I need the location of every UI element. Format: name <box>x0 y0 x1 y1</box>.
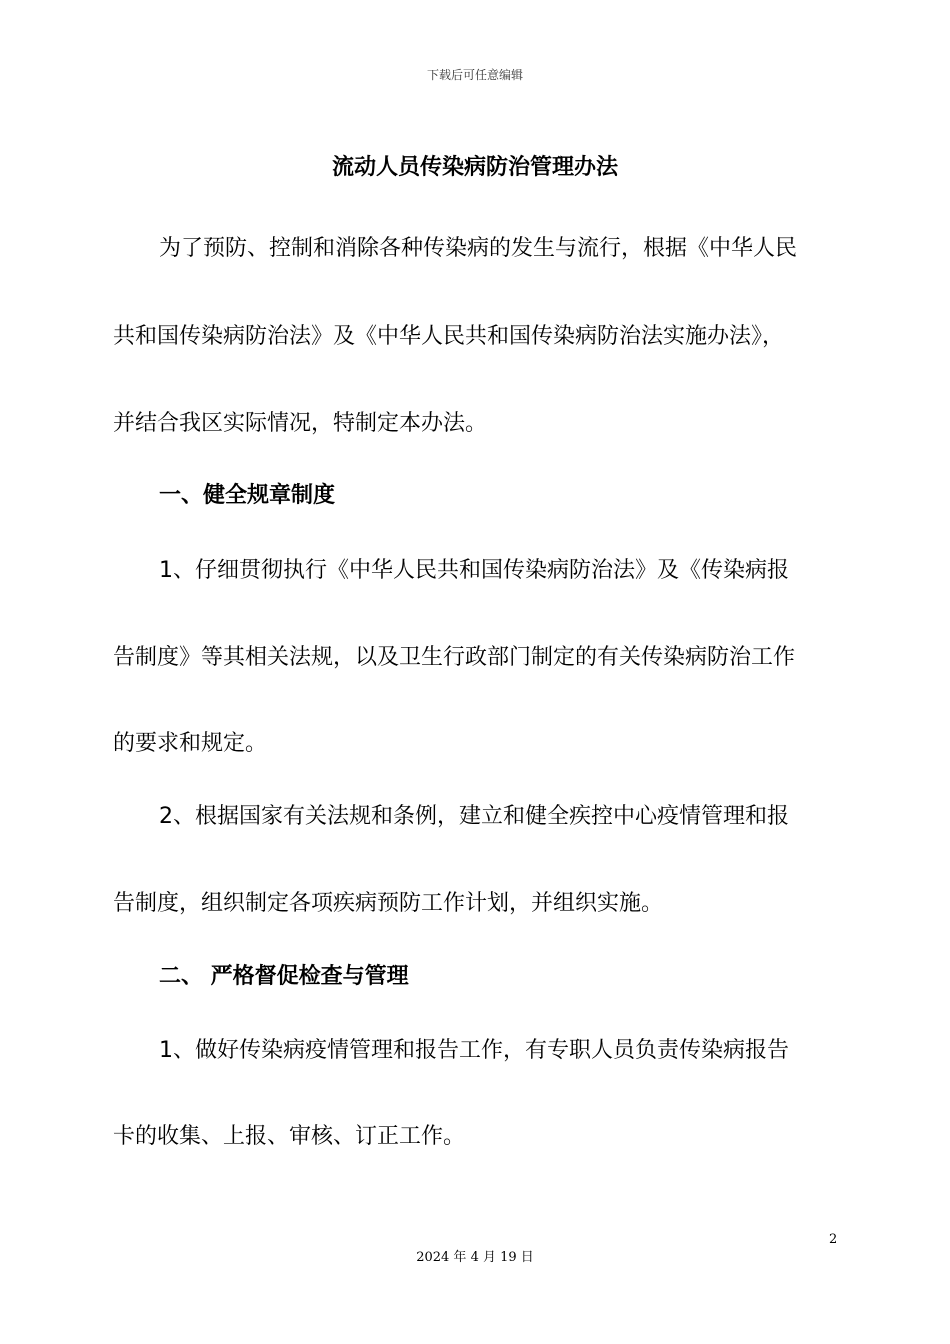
intro-line-2: 共和国传染病防治法》及《中华人民共和国传染病防治法实施办法》， <box>113 324 785 349</box>
section-1-item-2-line-1: 2、根据国家有关法规和条例，建立和健全疾控中心疫情管理和报 <box>159 804 789 829</box>
section-1-item-1-line-3: 的要求和规定。 <box>113 731 268 756</box>
section-1-heading: 一、健全规章制度 <box>159 483 336 508</box>
section-2-item-1-line-2: 卡的收集、上报、审核、订正工作。 <box>113 1124 466 1149</box>
header-note: 下载后可任意编辑 <box>426 68 523 82</box>
intro-line-3: 并结合我区实际情况，特制定本办法。 <box>113 411 488 436</box>
document-title: 流动人员传染病防治管理办法 <box>331 155 618 180</box>
footer-date: 2024 年 4 月 19 日 <box>416 1250 534 1265</box>
section-1-item-2-line-2: 告制度，组织制定各项疾病预防工作计划，并组织实施。 <box>113 891 664 916</box>
section-2-heading: 二、 严格督促检查与管理 <box>159 964 409 989</box>
page-number: 2 <box>829 1232 838 1247</box>
section-1-item-1-line-2: 告制度》等其相关法规，以及卫生行政部门制定的有关传染病防治工作 <box>113 645 796 670</box>
section-2-item-1-line-1: 1、做好传染病疫情管理和报告工作，有专职人员负责传染病报告 <box>159 1038 789 1063</box>
intro-line-1: 为了预防、控制和消除各种传染病的发生与流行，根据《中华人民 <box>159 236 798 261</box>
section-1-item-1-line-1: 1、仔细贯彻执行《中华人民共和国传染病防治法》及《传染病报 <box>159 558 789 583</box>
